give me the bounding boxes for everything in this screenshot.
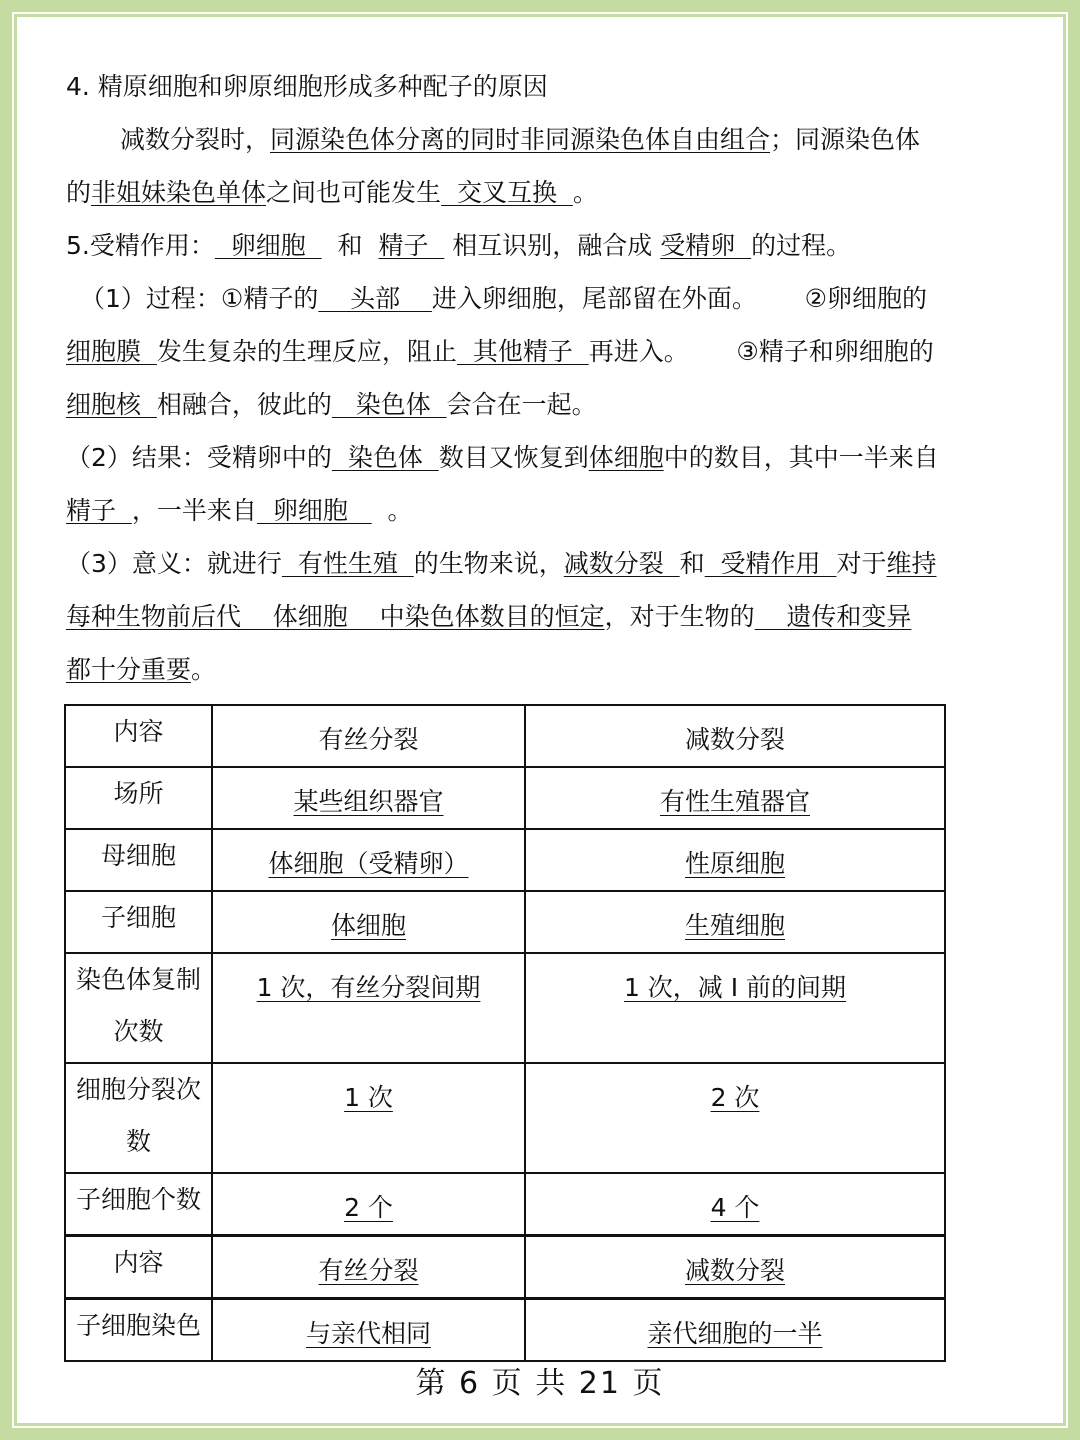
row-label: 子细胞染色 [65, 1299, 212, 1362]
underlined-answer: 都十分重要 [66, 655, 192, 684]
row-label: 内容 [65, 705, 212, 767]
mitosis-cell: 有丝分裂 [212, 705, 525, 767]
row-label-line: 次数 [113, 1017, 164, 1046]
row-label: 子细胞个数 [65, 1173, 212, 1236]
text-span: 。 [572, 178, 598, 207]
mitosis-cell [212, 1063, 525, 1173]
underlined-answer: 精子 [378, 231, 445, 260]
text-span: 数目又恢复到 [438, 443, 589, 472]
text-span: ，一半来自 [131, 496, 257, 525]
cell-value: 有性生殖器官 [659, 787, 810, 816]
table-row [65, 1299, 945, 1362]
page-number: 第 6 页 共 21 页 [415, 1366, 665, 1401]
underlined-answer: 受精卵 [660, 231, 752, 260]
text-span: 和 [679, 549, 705, 578]
text-span: （3）意义：就进行 [66, 549, 282, 578]
text-span: 。 [191, 655, 217, 684]
meiosis-cell [525, 1299, 945, 1362]
cell-value: 某些组织器官 [293, 787, 444, 816]
cell-value: 1 次，有丝分裂间期 [256, 973, 481, 1002]
underlined-answer: 染色体 [331, 390, 447, 419]
row-label: 子细胞 [65, 891, 212, 953]
meaning-line-1 [66, 547, 1016, 581]
section-4-title-text: 4. 精原细胞和卵原细胞形成多种配子的原因 [66, 72, 548, 101]
meiosis-cell [525, 1063, 945, 1173]
underlined-answer: 同源染色体分离的同时非同源染色体自由组合 [270, 125, 771, 154]
underlined-answer: 每种生物前后代 体细胞 中染色体数目的恒定 [66, 602, 605, 631]
cell-value: 与亲代相同 [305, 1319, 431, 1348]
row-label: 母细胞 [65, 829, 212, 891]
text-span: 。 [371, 496, 413, 525]
cell-value: 1 次 [344, 1083, 393, 1112]
table-row [65, 1236, 945, 1299]
cell-value: 1 次，减 I 前的间期 [623, 973, 847, 1002]
underlined-answer: 精子 [66, 496, 132, 525]
underlined-answer: 非姐妹染色单体 [91, 178, 267, 207]
cell-value: 亲代细胞的一半 [647, 1319, 823, 1348]
meiosis-cell: 减数分裂 [525, 705, 945, 767]
mitosis-cell [212, 1173, 525, 1236]
row-label-line: 染色体复制 [75, 965, 201, 994]
text-span: 和 [321, 231, 379, 260]
meaning-line-2 [66, 600, 1016, 634]
text-span: 发生复杂的生理反应，阻止 [156, 337, 457, 366]
table-row [65, 953, 945, 1063]
process-line-2 [66, 335, 1016, 369]
underlined-answer: 有性生殖 [281, 549, 414, 578]
result-line-2 [66, 494, 1016, 528]
table-row [65, 767, 945, 829]
text-span: 对于 [836, 549, 887, 578]
meiosis-cell [525, 1236, 945, 1299]
cell-value: 体细胞（受精卵） [268, 849, 469, 878]
underlined-answer: 细胞膜 [66, 337, 157, 366]
cell-value: 减数分裂 [684, 1256, 785, 1285]
text-span: 相融合，彼此的 [156, 390, 332, 419]
underlined-answer: 其他精子 [456, 337, 589, 366]
text-span: 减数分裂时， [120, 125, 271, 154]
text-span: 再进入。 ③精子和卵细胞的 [588, 337, 934, 366]
mitosis-cell [212, 767, 525, 829]
table-row [65, 1173, 945, 1236]
underlined-answer: 受精作用 [704, 549, 837, 578]
mitosis-cell [212, 891, 525, 953]
underlined-answer: 卵细胞 [256, 496, 372, 525]
underlined-answer: 头部 [318, 284, 432, 313]
text-span: 5.受精作用： [66, 231, 215, 260]
row-label [65, 1063, 212, 1173]
mitosis-meiosis-table [64, 704, 946, 1362]
text-span: 进入卵细胞，尾部留在外面。 ②卵细胞的 [431, 284, 928, 313]
process-line-3 [66, 388, 1016, 422]
text-span: ；同源染色体 [770, 125, 921, 154]
cell-value: 体细胞 [330, 911, 406, 940]
table-row [65, 829, 945, 891]
meaning-line-3 [66, 653, 1016, 687]
underlined-answer: 遗传和变异 [754, 602, 912, 631]
underlined-answer: 卵细胞 [214, 231, 322, 260]
cell-value: 性原细胞 [684, 849, 785, 878]
process-line-1 [80, 282, 1020, 316]
underlined-answer: 染色体 [331, 443, 439, 472]
row-label-line: 数 [125, 1127, 151, 1156]
meiosis-cell [525, 953, 945, 1063]
underlined-answer: 体细胞 [588, 443, 664, 472]
text-span: 中的数目，其中一半来自 [663, 443, 939, 472]
table-row [65, 1063, 945, 1173]
underlined-answer: 交叉互换 [441, 178, 573, 207]
row-label: 内容 [65, 1236, 212, 1299]
cell-value: 2 个 [344, 1193, 393, 1222]
text-span: 相互识别，融合成 [444, 231, 661, 260]
text-span: 的生物来说， [413, 549, 564, 578]
text-span: 的过程。 [751, 231, 852, 260]
text-span: ，对于生物的 [604, 602, 755, 631]
row-label [65, 953, 212, 1063]
section-4-line-2 [66, 176, 1016, 210]
text-span: 的 [66, 178, 92, 207]
mitosis-cell [212, 829, 525, 891]
cell-value: 2 次 [710, 1083, 760, 1112]
text-span: （1）过程：①精子的 [80, 284, 319, 313]
meiosis-cell [525, 1173, 945, 1236]
table-row [65, 891, 945, 953]
cell-value: 有丝分裂 [318, 1256, 419, 1285]
underlined-answer: 细胞核 [66, 390, 157, 419]
row-label-line: 细胞分裂次 [75, 1075, 201, 1104]
mitosis-cell [212, 1299, 525, 1362]
mitosis-cell [212, 953, 525, 1063]
text-span: 之间也可能发生 [266, 178, 442, 207]
section-4-title [66, 70, 1016, 104]
text-span: （2）结果：受精卵中的 [66, 443, 332, 472]
section-5-intro [66, 229, 1016, 263]
meiosis-cell [525, 767, 945, 829]
text-span: 会合在一起。 [446, 390, 597, 419]
underlined-answer: 减数分裂 [563, 549, 680, 578]
table-row [65, 705, 945, 767]
meiosis-cell [525, 891, 945, 953]
underlined-answer: 维持 [886, 549, 937, 578]
section-4-line-1 [120, 123, 1020, 157]
cell-value: 4 个 [710, 1193, 760, 1222]
cell-value: 生殖细胞 [684, 911, 785, 940]
meiosis-cell [525, 829, 945, 891]
row-label: 场所 [65, 767, 212, 829]
mitosis-cell [212, 1236, 525, 1299]
result-line-1 [66, 441, 1016, 475]
